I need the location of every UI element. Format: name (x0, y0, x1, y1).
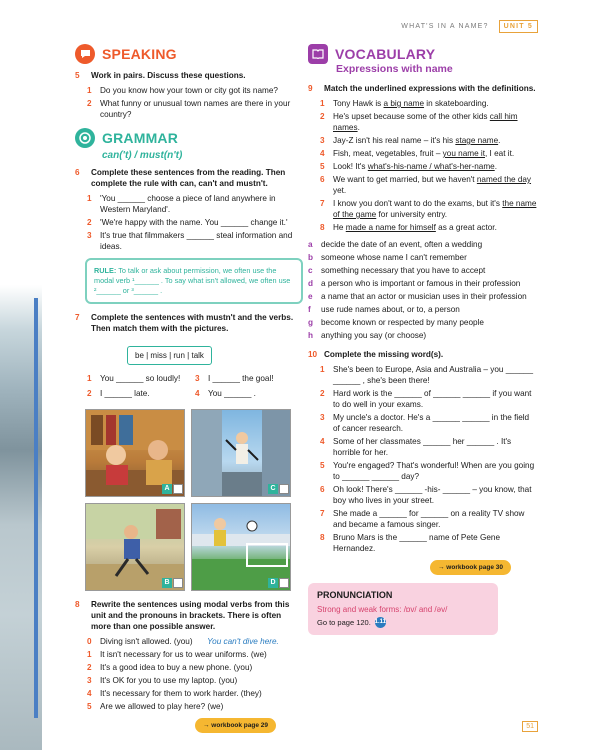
pronunciation-title: PRONUNCIATION (317, 590, 393, 600)
list-item (87, 373, 195, 384)
underlined-expression: made a name for himself (345, 223, 436, 232)
item-text (333, 174, 538, 196)
header-title: WHAT'S IN A NAME? (401, 23, 489, 30)
item-text (333, 135, 500, 146)
definition-letter: c (308, 266, 313, 275)
rule-box (85, 258, 303, 304)
item-number: 7 (320, 199, 325, 208)
text-part: Jay-Z isn't his real name – it's his (333, 136, 456, 145)
list-item (87, 636, 303, 647)
text-part: , I eat it. (485, 149, 515, 158)
item-number: 4 (195, 389, 200, 398)
item-text: It's true that filmmakers ______ steal information and ideas. (100, 231, 293, 251)
definition-item (308, 239, 538, 250)
answer-box[interactable] (173, 484, 183, 494)
item-text: You ______ . (208, 389, 256, 398)
answer-box[interactable] (279, 484, 289, 494)
list-item (320, 460, 538, 482)
list-item (320, 135, 538, 146)
text-part: yet. (333, 186, 347, 195)
definition-letter: e (308, 292, 313, 301)
workbook-link[interactable]: → workbook page 29 (195, 718, 276, 733)
list-item (320, 484, 538, 506)
unit-tag: UNIT 5 (499, 20, 538, 33)
item-number: 1 (87, 194, 92, 203)
item-text: Do you know how your town or city got its name? (100, 86, 278, 95)
list-item (87, 649, 303, 660)
definition-item (308, 304, 538, 315)
definition-letter: f (308, 305, 311, 314)
item-number: 8 (320, 223, 325, 232)
definition-item (308, 252, 538, 263)
list-item (320, 412, 538, 434)
item-number: 3 (87, 676, 92, 685)
definition-item (308, 317, 538, 328)
list-item (87, 193, 303, 215)
item-number: 2 (320, 389, 325, 398)
text-part: He (333, 223, 346, 232)
list-item (87, 675, 303, 686)
grammar-subtitle: can('t) / must(n't) (102, 150, 183, 161)
definition-letter: h (308, 331, 314, 340)
item-text: I ______ the goal! (208, 374, 274, 383)
list-item (320, 174, 538, 196)
underlined-expression: a big name (383, 99, 425, 108)
definition-text: anything you say (or choose) (321, 331, 427, 340)
exercise-instruction: Complete these sentences from the reading. Then complete the rule with can, can't and mustn't. (91, 168, 286, 188)
definition-text: a name that an actor or musician uses in their profession (321, 292, 527, 301)
list-item (320, 222, 538, 233)
list-item (87, 85, 303, 96)
exercise-7-items (87, 373, 303, 401)
running-header (401, 20, 538, 33)
text-part: Look! It's (333, 162, 368, 171)
list-item (87, 98, 303, 120)
definition-letter: d (308, 279, 314, 288)
textbook-page (42, 0, 600, 750)
item-text (333, 111, 538, 133)
picture-a (85, 409, 185, 497)
list-item (320, 532, 538, 554)
rule-label: RULE: (94, 266, 117, 275)
exercise-8-items (87, 636, 303, 712)
definition-text: something necessary that you have to accept (321, 266, 486, 275)
item-number: 5 (320, 461, 325, 470)
list-item (195, 388, 303, 399)
answer-box[interactable] (279, 578, 289, 588)
text-part: for university entry. (376, 210, 448, 219)
text-part: We want to get married, but we haven't (333, 175, 477, 184)
list-item (320, 198, 538, 220)
item-text: She made a ______ for ______ on a reality TV show and became a famous singer. (333, 509, 525, 529)
page-number: 51 (522, 721, 538, 732)
text-part: . (494, 162, 497, 171)
text-part: . (498, 136, 501, 145)
picture-label: B (162, 578, 172, 588)
item-number: 2 (320, 112, 325, 121)
item-number: 8 (320, 533, 325, 542)
underlined-expression: you name it (442, 149, 485, 158)
exercise-number: 7 (75, 313, 80, 322)
example-answer: You can't dive here. (207, 637, 279, 646)
vocabulary-subtitle: Expressions with name (336, 63, 453, 75)
exercise-instruction: Rewrite the sentences using modal verbs from this unit and the pronouns in brackets. There is often more than one possible answer. (91, 600, 290, 631)
picture-b (85, 503, 185, 591)
vocabulary-header (308, 44, 538, 64)
item-number: 1 (87, 374, 92, 383)
item-text: My uncle's a doctor. He's a ______ ______ in the field of cancer research. (333, 413, 530, 433)
right-column (308, 44, 538, 635)
word-box: be | miss | run | talk (127, 346, 212, 365)
item-number: 4 (320, 437, 325, 446)
list-item (320, 508, 538, 530)
speaking-header (75, 44, 303, 64)
definition-item (308, 265, 538, 276)
answer-box[interactable] (173, 578, 183, 588)
definition-text: a person who is important or famous in their profession (321, 279, 521, 288)
page-edge-marker (34, 298, 38, 718)
item-text: What funny or unusual town names are there in your country? (100, 99, 291, 119)
audio-track-icon[interactable]: 1.11 (375, 617, 386, 628)
grammar-title: GRAMMAR (102, 129, 179, 146)
text-part: as a great actor. (435, 223, 497, 232)
list-item (320, 98, 538, 109)
picture-label: C (268, 484, 278, 494)
list-item (195, 373, 303, 384)
item-text: You're engaged? That's wonderful! When are you going to ______ ______ day? (333, 461, 535, 481)
item-text: 'We're happy with the name. You ______ change it.' (100, 218, 288, 227)
list-item (320, 111, 538, 133)
workbook-link[interactable]: → workbook page 30 (430, 560, 511, 575)
item-text: Bruno Mars is the ______ name of Pete Gene Hernandez. (333, 533, 501, 553)
list-item (87, 688, 303, 699)
item-text (333, 148, 514, 159)
exercise-10 (308, 349, 538, 360)
item-text (333, 161, 497, 172)
pronunciation-subtitle: Strong and weak forms: /ɒv/ and /əv/ (317, 605, 448, 614)
definition-text: become known or respected by many people (321, 318, 484, 327)
definition-text: use rude names about, or to, a person (321, 305, 460, 314)
exercise-instruction: Work in pairs. Discuss these questions. (91, 71, 246, 80)
exercise-instruction: Complete the missing word(s). (324, 350, 444, 359)
definition-item (308, 278, 538, 289)
definitions-list (308, 239, 538, 341)
exercise-number: 8 (75, 600, 80, 609)
vocabulary-title: VOCABULARY (335, 45, 436, 62)
underlined-expression: call him names (333, 112, 518, 132)
list-item (87, 230, 303, 252)
rule-text: To talk or ask about permission, we often use the modal verb ¹______ . To say what isn't allowed, we often use ²______ or ³______ . (94, 266, 291, 295)
text-part: Fish, meat, vegetables, fruit – (333, 149, 443, 158)
item-text: Hard work is the ______ of ______ ______ if you want to do well in your exams. (333, 389, 532, 409)
picture-d (191, 503, 291, 591)
list-item (87, 388, 195, 399)
exercise-instruction: Match the underlined expressions with the definitions. (324, 84, 536, 93)
item-number: 2 (87, 218, 92, 227)
underlined-expression: stage name (455, 136, 499, 145)
definition-letter: b (308, 253, 314, 262)
picture-label: A (162, 484, 172, 494)
pronunciation-box (308, 583, 498, 635)
exercise-number: 10 (308, 350, 318, 359)
exercise-8 (75, 599, 303, 632)
list-item (87, 662, 303, 673)
exercise-9-items (320, 98, 538, 233)
item-number: 6 (320, 175, 325, 184)
item-number: 3 (195, 374, 200, 383)
item-number: 6 (320, 485, 325, 494)
item-text: It isn't necessary for us to wear uniforms. (we) (100, 650, 267, 659)
item-text: It's a good idea to buy a new phone. (you) (100, 663, 253, 672)
item-number: 1 (320, 99, 325, 108)
item-number: 2 (87, 389, 92, 398)
speech-bubble-icon (75, 44, 95, 64)
definition-text: someone whose name I can't remember (321, 253, 467, 262)
item-number: 5 (320, 162, 325, 171)
exercise-number: 9 (308, 84, 313, 93)
item-text (333, 198, 538, 220)
picture-c (191, 409, 291, 497)
speaking-title: SPEAKING (102, 45, 177, 62)
text-part: I know you don't want to do the exams, but it's (333, 199, 503, 208)
definition-item (308, 291, 538, 302)
item-number: 3 (87, 231, 92, 240)
item-number: 3 (320, 413, 325, 422)
item-text: I ______ late. (100, 389, 150, 398)
definition-letter: a (308, 240, 313, 249)
exercise-6 (75, 167, 303, 189)
item-number: 5 (87, 702, 92, 711)
item-number: 2 (87, 99, 92, 108)
exercise-10-items (320, 364, 538, 554)
target-icon (75, 128, 95, 148)
list-item (320, 161, 538, 172)
picture-grid (85, 409, 303, 591)
item-text: It's OK for you to use my laptop. (you) (100, 676, 238, 685)
list-item (320, 388, 538, 410)
item-number: 4 (87, 689, 92, 698)
definition-letter: g (308, 318, 314, 327)
grammar-header (75, 128, 303, 148)
item-text: She's been to Europe, Asia and Australia – you ______ ______ , she's been there! (333, 365, 534, 385)
item-text: 'You ______ choose a piece of land anywhere in Western Maryland'. (100, 194, 276, 214)
list-item (320, 364, 538, 386)
item-number: 4 (320, 149, 325, 158)
item-text (333, 98, 489, 109)
list-item (320, 436, 538, 458)
list-item (320, 148, 538, 159)
item-text: Oh look! There's ______ -his- ______ – you know, that boy who lives in your street. (333, 485, 532, 505)
item-number: 1 (87, 86, 92, 95)
exercise-number: 6 (75, 168, 80, 177)
exercise-instruction: Complete the sentences with mustn't and the verbs. Then match them with the pictures. (91, 313, 294, 333)
item-text: Some of her classmates ______ her ______ . It's horrible for her. (333, 437, 512, 457)
list-item (87, 217, 303, 228)
underlined-expression: what's-his-name / what's-her-name (367, 162, 495, 171)
pronunciation-link[interactable] (317, 617, 489, 628)
item-number: 7 (320, 509, 325, 518)
item-number: 2 (87, 663, 92, 672)
exercise-number: 5 (75, 71, 80, 80)
item-text: You ______ so loudly! (100, 374, 181, 383)
item-text: It's necessary for them to work harder. (they) (100, 689, 262, 698)
text-part: He's upset because some of the other kids (333, 112, 490, 121)
underlined-expression: the name of the game (333, 199, 537, 219)
text-part: Tony Hawk is (333, 99, 384, 108)
speaking-items (87, 85, 303, 120)
picture-label: D (268, 578, 278, 588)
definition-item (308, 330, 538, 341)
item-text (333, 222, 497, 233)
go-to-text: Go to page 120. (317, 618, 371, 627)
list-item (87, 701, 303, 712)
text-part: in skateboarding. (424, 99, 489, 108)
item-text: Diving isn't allowed. (you) (100, 637, 193, 646)
underlined-expression: named the day (476, 175, 532, 184)
definition-text: decide the date of an event, often a wedding (321, 240, 483, 249)
item-number: 3 (320, 136, 325, 145)
exercise-5 (75, 70, 303, 81)
text-part: . (357, 123, 360, 132)
item-text: Are we allowed to play here? (we) (100, 702, 224, 711)
book-icon (308, 44, 328, 64)
item-number: 0 (87, 637, 92, 646)
exercise-7 (75, 312, 303, 334)
item-number: 1 (87, 650, 92, 659)
exercise-9 (308, 83, 538, 94)
left-column (75, 44, 303, 733)
exercise-6-items (87, 193, 303, 252)
item-number: 1 (320, 365, 325, 374)
